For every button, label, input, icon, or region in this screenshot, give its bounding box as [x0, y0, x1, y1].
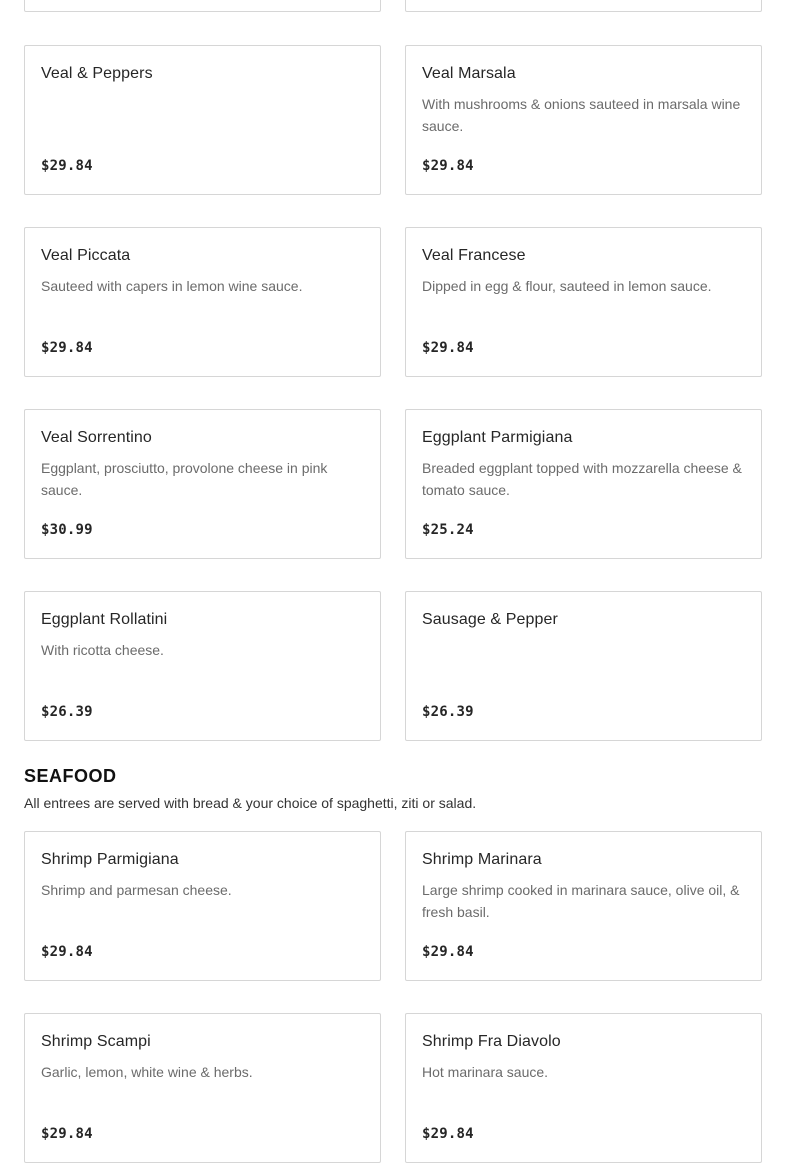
menu-item-price: $29.84: [422, 340, 474, 356]
menu-item-price: $29.84: [422, 944, 474, 960]
menu-item-name: Shrimp Scampi: [41, 1033, 151, 1050]
menu-item-card[interactable]: [24, 0, 381, 12]
section-title: SEAFOOD: [24, 766, 117, 786]
menu-item-price: $29.84: [422, 1126, 474, 1142]
menu-item-card[interactable]: [24, 591, 381, 741]
menu-item-description: Eggplant, prosciutto, provolone cheese in pink sauce.: [41, 460, 328, 498]
menu-item-price: $29.84: [422, 158, 474, 174]
menu-item-name: Sausage & Pepper: [422, 611, 558, 628]
menu-item-description: Breaded eggplant topped with mozzarella cheese & tomato sauce.: [422, 460, 742, 498]
menu-item-price: $26.39: [422, 704, 474, 720]
menu-item-price: $25.24: [422, 522, 474, 538]
menu-item-description: Sauteed with capers in lemon wine sauce.: [41, 278, 303, 294]
menu-item-price: $30.99: [41, 522, 93, 538]
menu-item-name: Shrimp Fra Diavolo: [422, 1033, 561, 1050]
menu-item-card[interactable]: [405, 0, 762, 12]
menu-item-name: Veal Piccata: [41, 247, 131, 264]
menu-item-name: Veal & Peppers: [41, 65, 153, 82]
menu-item-card[interactable]: [405, 409, 762, 559]
menu-item-description: Dipped in egg & flour, sauteed in lemon sauce.: [422, 278, 712, 294]
menu-item-name: Eggplant Parmigiana: [422, 429, 573, 446]
section-subtitle: All entrees are served with bread & your choice of spaghetti, ziti or salad.: [24, 795, 477, 811]
menu-item-price: $26.39: [41, 704, 93, 720]
menu-item-name: Eggplant Rollatini: [41, 611, 168, 628]
menu-item-description: With ricotta cheese.: [41, 642, 164, 658]
menu-item-card[interactable]: [405, 831, 762, 981]
menu-item-card[interactable]: [24, 831, 381, 981]
menu-item-name: Veal Sorrentino: [41, 429, 152, 446]
menu-item-description: With mushrooms & onions sauteed in marsala wine sauce.: [422, 96, 741, 134]
menu-item-card[interactable]: [24, 1013, 381, 1163]
menu-item-name: Veal Francese: [422, 247, 526, 264]
menu-item-card[interactable]: [405, 227, 762, 377]
menu-item-card[interactable]: [24, 409, 381, 559]
menu-item-card[interactable]: [405, 591, 762, 741]
menu-item-price: $29.84: [41, 340, 93, 356]
menu-item-name: Shrimp Parmigiana: [41, 851, 179, 868]
menu-item-card[interactable]: [405, 45, 762, 195]
menu-item-description: Large shrimp cooked in marinara sauce, olive oil, & fresh basil.: [422, 882, 740, 920]
menu-item-description: Shrimp and parmesan cheese.: [41, 882, 232, 898]
menu-item-card[interactable]: [24, 45, 381, 195]
menu-item-card[interactable]: [24, 227, 381, 377]
menu-item-price: $29.84: [41, 944, 93, 960]
menu-item-price: $29.84: [41, 158, 93, 174]
menu-item-name: Shrimp Marinara: [422, 851, 542, 868]
menu-item-description: Garlic, lemon, white wine & herbs.: [41, 1064, 253, 1080]
menu-item-name: Veal Marsala: [422, 65, 516, 82]
menu-item-price: $29.84: [41, 1126, 93, 1142]
menu-item-description: Hot marinara sauce.: [422, 1064, 549, 1080]
menu-item-card[interactable]: [405, 1013, 762, 1163]
